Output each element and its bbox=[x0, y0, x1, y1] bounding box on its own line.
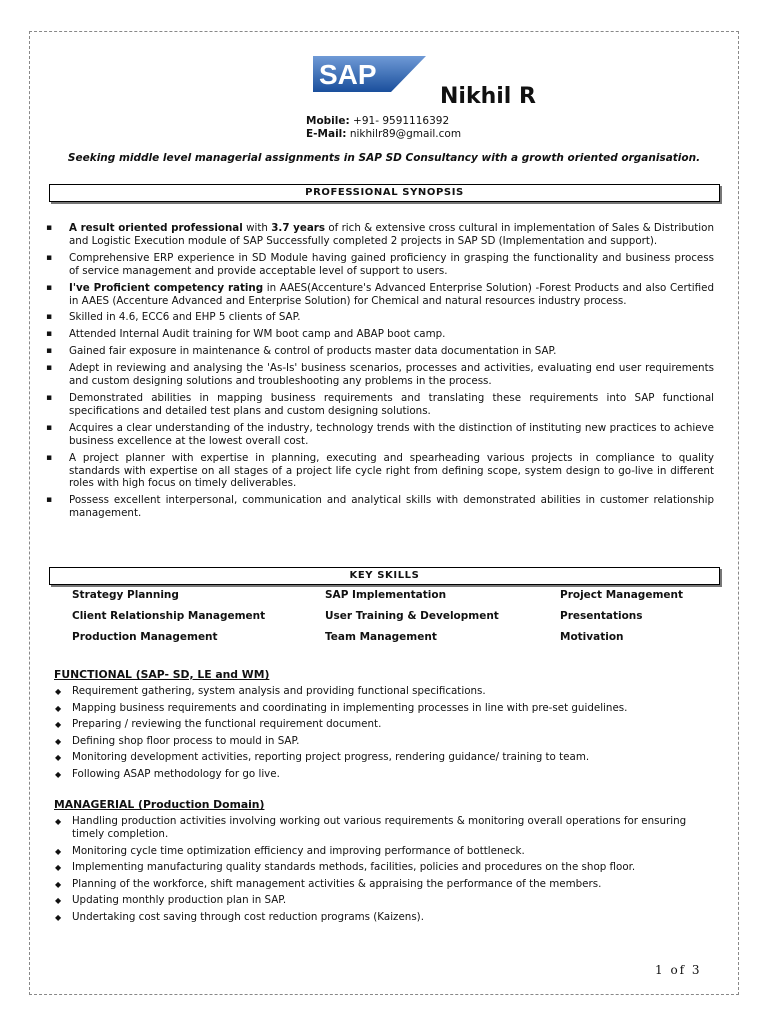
skill-item: Client Relationship Management bbox=[72, 610, 266, 622]
list-item: ◆ Implementing manufacturing quality standards methods, facilities, policies and procedures on the shop floor. bbox=[55, 861, 636, 873]
sap-logo bbox=[313, 56, 426, 92]
diamond-bullet-icon: ◆ bbox=[55, 720, 62, 729]
diamond-bullet-icon: ◆ bbox=[55, 703, 62, 713]
diamond-bullet-icon: ◆ bbox=[55, 753, 62, 762]
diamond-bullet-icon: ◆ bbox=[55, 817, 62, 826]
list-item: ▪ Acquires a clear understanding of the industry, technology trends with the distinction of instituting new practices to achieve business excellence at the lowest overall cost. bbox=[46, 421, 714, 447]
square-bullet-icon: ▪ bbox=[46, 252, 53, 263]
list-item: ◆ Monitoring development activities, reporting project progress, rendering guidance/ training to team. bbox=[55, 751, 590, 763]
email-value: nikhilr89@gmail.com bbox=[349, 128, 462, 140]
synopsis-list bbox=[46, 222, 714, 524]
list-item: ▪ Comprehensive ERP experience in SD Module having gained proficiency in grasping the functionality and business process of service management and provide acceptable level of support to users. bbox=[46, 251, 714, 277]
square-bullet-icon: ▪ bbox=[46, 495, 53, 506]
objective-statement: Seeking middle level managerial assignments in SAP SD Consultancy with a growth oriented organisation. bbox=[67, 152, 701, 164]
square-bullet-icon: ▪ bbox=[46, 422, 53, 433]
contact-block bbox=[306, 115, 461, 141]
diamond-bullet-icon: ◆ bbox=[55, 912, 62, 922]
list-item: ▪ Possess excellent interpersonal, communication and analytical skills with demonstrated abilities in customer relationship management. bbox=[46, 494, 714, 520]
list-item: ▪ A result oriented professional with 3.7 years of rich & extensive cross cultural in implementation of Sales & Distribution and Logistic Execution module of SAP Successfully completed 2 projects in SAP SD (Implementation and support). bbox=[46, 222, 714, 247]
page-number: 1 of 3 bbox=[655, 963, 702, 977]
list-item: ◆ Handling production activities involving working out various requirements & monitoring overall operations for ensuring timely completion. bbox=[55, 815, 687, 840]
diamond-bullet-icon: ◆ bbox=[55, 769, 62, 779]
list-item: ▪ I've Proficient competency rating in AAES(Accenture's Advanced Enterprise Solution) -Forest Products and also Certified in AAES (Accenture Advanced and Enterprise Solution) for Chemical and natural resources industry process. bbox=[46, 281, 714, 307]
list-item: ◆ Monitoring cycle time optimization efficiency and improving performance of bottleneck. bbox=[55, 844, 525, 857]
section-key-skills: KEY SKILLS bbox=[49, 567, 720, 585]
skill-item: SAP Implementation bbox=[325, 589, 447, 601]
square-bullet-icon: ▪ bbox=[46, 346, 53, 357]
sap-logo-text: SAP bbox=[319, 59, 377, 90]
diamond-bullet-icon: ◆ bbox=[55, 687, 62, 696]
email-label: E-Mail: bbox=[306, 128, 347, 140]
section-professional-synopsis: PROFESSIONAL SYNOPSIS bbox=[49, 184, 720, 202]
managerial-list bbox=[54, 815, 714, 927]
list-item: ◆ Updating monthly production plan in SAP. bbox=[55, 894, 287, 906]
diamond-bullet-icon: ◆ bbox=[55, 736, 62, 746]
list-item: ◆ Mapping business requirements and coordinating in implementing processes in line with pre-set guidelines. bbox=[55, 701, 628, 714]
diamond-bullet-icon: ◆ bbox=[55, 846, 62, 856]
square-bullet-icon: ▪ bbox=[46, 392, 53, 403]
skill-item: User Training & Development bbox=[325, 610, 499, 622]
list-item: ◆ Requirement gathering, system analysis and providing functional specifications. bbox=[55, 685, 486, 697]
square-bullet-icon: ▪ bbox=[46, 282, 53, 293]
mobile-value: +91- 9591116392 bbox=[353, 115, 450, 127]
skill-item: Production Management bbox=[72, 631, 218, 643]
square-bullet-icon: ▪ bbox=[46, 312, 53, 323]
list-item: ▪ Demonstrated abilities in mapping business requirements and translating these requirements into SAP functional specifications and detailed test plans and custom designing solutions. bbox=[46, 391, 714, 417]
square-bullet-icon: ▪ bbox=[46, 223, 53, 233]
skill-item: Presentations bbox=[560, 610, 643, 622]
functional-heading: FUNCTIONAL (SAP- SD, LE and WM) bbox=[54, 668, 270, 681]
diamond-bullet-icon: ◆ bbox=[55, 896, 62, 905]
list-item: ▪ Gained fair exposure in maintenance & control of products master data documentation in SAP. bbox=[46, 345, 557, 358]
diamond-bullet-icon: ◆ bbox=[55, 863, 62, 872]
skill-item: Motivation bbox=[560, 631, 624, 643]
candidate-name: Nikhil R bbox=[440, 84, 536, 109]
square-bullet-icon: ▪ bbox=[46, 329, 53, 340]
list-item: ▪ Attended Internal Audit training for WM boot camp and ABAP boot camp. bbox=[46, 328, 446, 341]
list-item: ◆ Following ASAP methodology for go live. bbox=[55, 767, 280, 780]
skill-item: Team Management bbox=[325, 631, 437, 643]
diamond-bullet-icon: ◆ bbox=[55, 879, 62, 889]
managerial-heading: MANAGERIAL (Production Domain) bbox=[54, 798, 265, 811]
list-item: ▪ Skilled in 4.6, ECC6 and EHP 5 clients of SAP. bbox=[46, 311, 301, 324]
list-item: ◆ Defining shop floor process to mould in SAP. bbox=[55, 734, 300, 747]
functional-list bbox=[54, 685, 714, 784]
skill-item: Strategy Planning bbox=[72, 589, 179, 601]
list-item: ▪ A project planner with expertise in planning, executing and spearheading various projects in compliance to quality standards with expertise on all stages of a project life cycle right from defining scope, system design to go-live in different roles with high focus on timely deliverables. bbox=[46, 451, 714, 490]
skill-item: Project Management bbox=[560, 589, 683, 601]
mobile-label: Mobile: bbox=[306, 115, 350, 127]
square-bullet-icon: ▪ bbox=[46, 363, 53, 374]
list-item: ◆ Planning of the workforce, shift management activities & appraising the performance of the members. bbox=[55, 877, 602, 890]
list-item: ◆ Undertaking cost saving through cost reduction programs (Kaizens). bbox=[55, 910, 424, 923]
square-bullet-icon: ▪ bbox=[46, 452, 53, 463]
list-item: ▪ Adept in reviewing and analysing the 'As-Is' business scenarios, processes and activities, evaluating end user requirements and custom designing solutions and troubleshooting any problems in the process. bbox=[46, 362, 714, 388]
list-item: ◆ Preparing / reviewing the functional requirement document. bbox=[55, 718, 382, 730]
